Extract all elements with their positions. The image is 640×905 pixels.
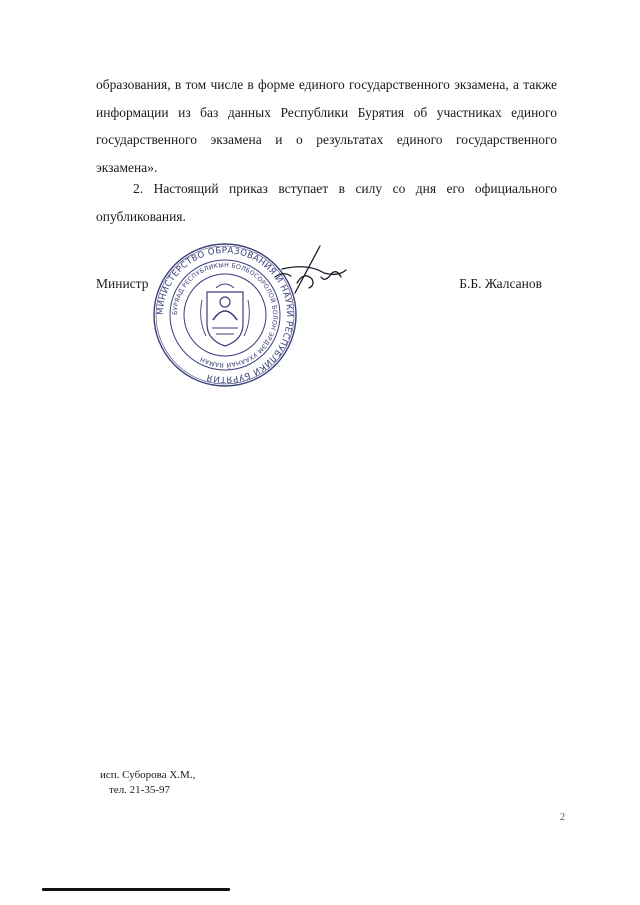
page-number: 2 <box>560 812 565 823</box>
signer-name: Б.Б. Жалсанов <box>459 276 542 291</box>
stamp-inner-text: БУРЯАД РЕСПУБЛИКЫН БОЛБОСОРОЛОЙ БОЛОН ЭРДЭМ УХААНАЙ ЯАМАН <box>171 261 279 369</box>
signer-title: Министр <box>96 276 149 291</box>
executor-info <box>100 768 195 798</box>
stamp-outer-text: МИНИСТЕРСТВО ОБРАЗОВАНИЯ И НАУКИ РЕСПУБЛИКИ БУРЯТИЯ <box>155 245 295 385</box>
footer-rule <box>42 888 230 891</box>
executor-name: исп. Суборова Х.М., <box>100 769 196 781</box>
paragraph-effective-date: 2. Настоящий приказ вступает в силу со дня его официального опубликования. <box>96 181 557 224</box>
coat-of-arms-icon <box>201 284 250 346</box>
paragraph-continuation: образования, в том числе в форме единого государственного экзамена, а также информации из баз данных Республики Бурятия об участниках единого государственного экзамена и о результатах единого государственного экзамена». <box>96 77 557 175</box>
executor-phone: тел. 21-35-97 <box>109 784 171 796</box>
handwritten-signature <box>262 243 352 303</box>
